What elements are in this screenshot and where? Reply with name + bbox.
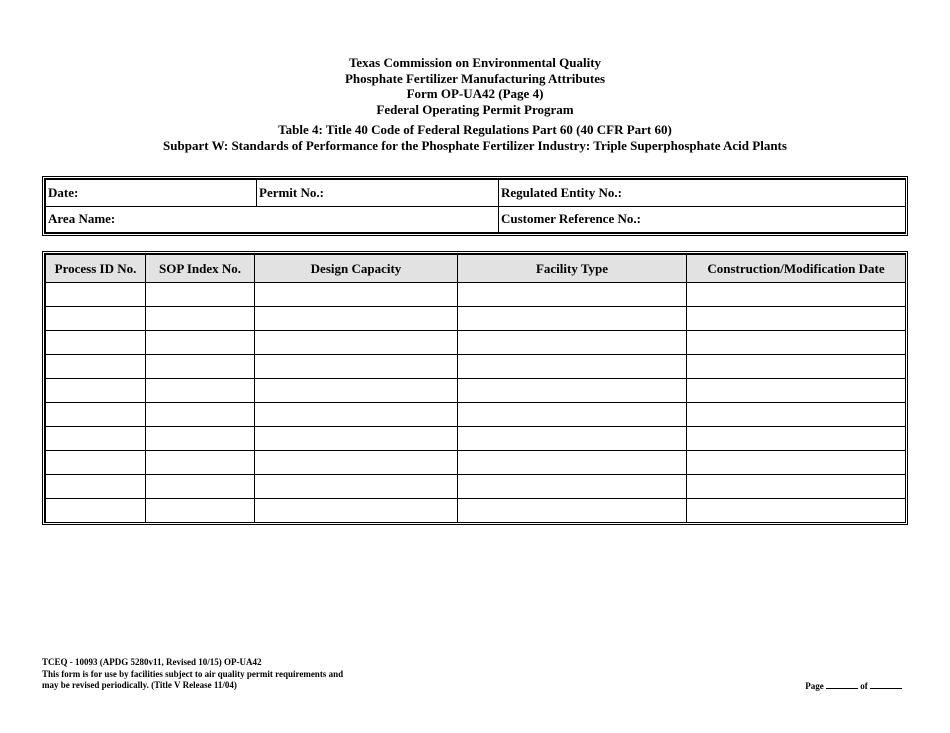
cell-process-id[interactable]: [46, 331, 146, 355]
usage-note-line2: may be revised periodically. (Title V Release 11/04): [42, 680, 237, 690]
table-row: [46, 451, 906, 475]
column-header-sop-index: SOP Index No.: [146, 255, 255, 283]
form-header: [0, 55, 950, 117]
form-subject: Phosphate Fertilizer Manufacturing Attributes: [344, 70, 606, 86]
page-number-blank[interactable]: [826, 680, 858, 689]
date-field[interactable]: [46, 180, 257, 207]
cell-construction-date[interactable]: [687, 475, 906, 499]
program-name: Federal Operating Permit Program: [376, 101, 574, 117]
cell-process-id[interactable]: [46, 475, 146, 499]
cell-process-id[interactable]: [46, 499, 146, 523]
cell-sop-index[interactable]: [146, 427, 255, 451]
cell-construction-date[interactable]: [687, 427, 906, 451]
cell-sop-index[interactable]: [146, 379, 255, 403]
usage-note-line1: This form is for use by facilities subject to air quality permit requirements and: [42, 668, 344, 679]
cell-design-capacity[interactable]: [255, 331, 458, 355]
table-row: [46, 283, 906, 307]
table-row: [46, 355, 906, 379]
cell-design-capacity[interactable]: [255, 307, 458, 331]
area-name-label: Area Name:: [48, 211, 116, 227]
page-number: [805, 680, 902, 691]
cell-facility-type[interactable]: [458, 499, 687, 523]
table-row: [46, 307, 906, 331]
cell-sop-index[interactable]: [146, 403, 255, 427]
cell-facility-type[interactable]: [458, 451, 687, 475]
cell-facility-type[interactable]: [458, 427, 687, 451]
table-row: [46, 379, 906, 403]
cell-facility-type[interactable]: [458, 283, 687, 307]
cell-construction-date[interactable]: [687, 283, 906, 307]
cell-design-capacity[interactable]: [255, 283, 458, 307]
page-total-blank[interactable]: [870, 680, 902, 689]
area-name-field[interactable]: [46, 206, 499, 233]
cell-process-id[interactable]: [46, 403, 146, 427]
attributes-table-box: [42, 251, 908, 525]
cell-sop-index[interactable]: [146, 331, 255, 355]
attributes-table: [45, 254, 906, 523]
cell-construction-date[interactable]: [687, 451, 906, 475]
cell-construction-date[interactable]: [687, 307, 906, 331]
permit-number-field[interactable]: [257, 180, 499, 207]
table-row: [46, 331, 906, 355]
cell-construction-date[interactable]: [687, 331, 906, 355]
table-row: [46, 427, 906, 451]
cell-sop-index[interactable]: [146, 307, 255, 331]
cell-design-capacity[interactable]: [255, 355, 458, 379]
cell-design-capacity[interactable]: [255, 403, 458, 427]
cell-construction-date[interactable]: [687, 355, 906, 379]
cell-facility-type[interactable]: [458, 331, 687, 355]
cell-construction-date[interactable]: [687, 379, 906, 403]
cell-process-id[interactable]: [46, 307, 146, 331]
cell-sop-index[interactable]: [146, 451, 255, 475]
cell-facility-type[interactable]: [458, 475, 687, 499]
cell-design-capacity[interactable]: [255, 475, 458, 499]
form-number: Form OP-UA42 (Page 4): [406, 86, 544, 101]
subpart-title: Subpart W: Standards of Performance for the Phosphate Fertilizer Industry: Triple Superphosphate Acid Plants: [163, 137, 787, 153]
permit-number-label: Permit No.:: [259, 184, 324, 200]
permit-info-table: [45, 179, 906, 233]
table-heading: [0, 122, 950, 153]
cell-facility-type[interactable]: [458, 307, 687, 331]
table-row: [46, 403, 906, 427]
agency-name: Texas Commission on Environmental Quality: [348, 55, 602, 70]
table-header-row: [46, 255, 906, 283]
cell-process-id[interactable]: [46, 283, 146, 307]
table-title: Table 4: Title 40 Code of Federal Regulations Part 60 (40 CFR Part 60): [278, 122, 672, 137]
table-row: [46, 499, 906, 523]
cell-construction-date[interactable]: [687, 403, 906, 427]
table-body: [46, 283, 906, 523]
cell-design-capacity[interactable]: [255, 499, 458, 523]
cell-design-capacity[interactable]: [255, 451, 458, 475]
cell-process-id[interactable]: [46, 427, 146, 451]
cell-facility-type[interactable]: [458, 355, 687, 379]
regulated-entity-label: Regulated Entity No.:: [501, 184, 622, 200]
page-label: Page: [805, 681, 824, 691]
cell-facility-type[interactable]: [458, 403, 687, 427]
permit-info-box: [42, 176, 908, 236]
cell-design-capacity[interactable]: [255, 379, 458, 403]
cell-sop-index[interactable]: [146, 355, 255, 379]
column-header-facility-type: Facility Type: [458, 255, 687, 283]
cell-process-id[interactable]: [46, 355, 146, 379]
column-header-design-capacity: Design Capacity: [255, 255, 458, 283]
cell-process-id[interactable]: [46, 451, 146, 475]
form-id-line: TCEQ - 10093 (APDG 5280v11, Revised 10/15) OP-UA42: [42, 657, 262, 667]
cell-process-id[interactable]: [46, 379, 146, 403]
regulated-entity-field[interactable]: [499, 180, 906, 207]
form-footer: [42, 657, 442, 692]
table-row: [46, 475, 906, 499]
column-header-construction-date: Construction/Modification Date: [687, 255, 906, 283]
cell-sop-index[interactable]: [146, 283, 255, 307]
page-of-label: of: [860, 681, 868, 691]
date-label: Date:: [48, 184, 79, 200]
cell-sop-index[interactable]: [146, 475, 255, 499]
cell-sop-index[interactable]: [146, 499, 255, 523]
cell-design-capacity[interactable]: [255, 427, 458, 451]
customer-reference-field[interactable]: [499, 206, 906, 233]
cell-construction-date[interactable]: [687, 499, 906, 523]
column-header-process-id: Process ID No.: [46, 255, 146, 283]
customer-reference-label: Customer Reference No.:: [501, 211, 641, 227]
cell-facility-type[interactable]: [458, 379, 687, 403]
